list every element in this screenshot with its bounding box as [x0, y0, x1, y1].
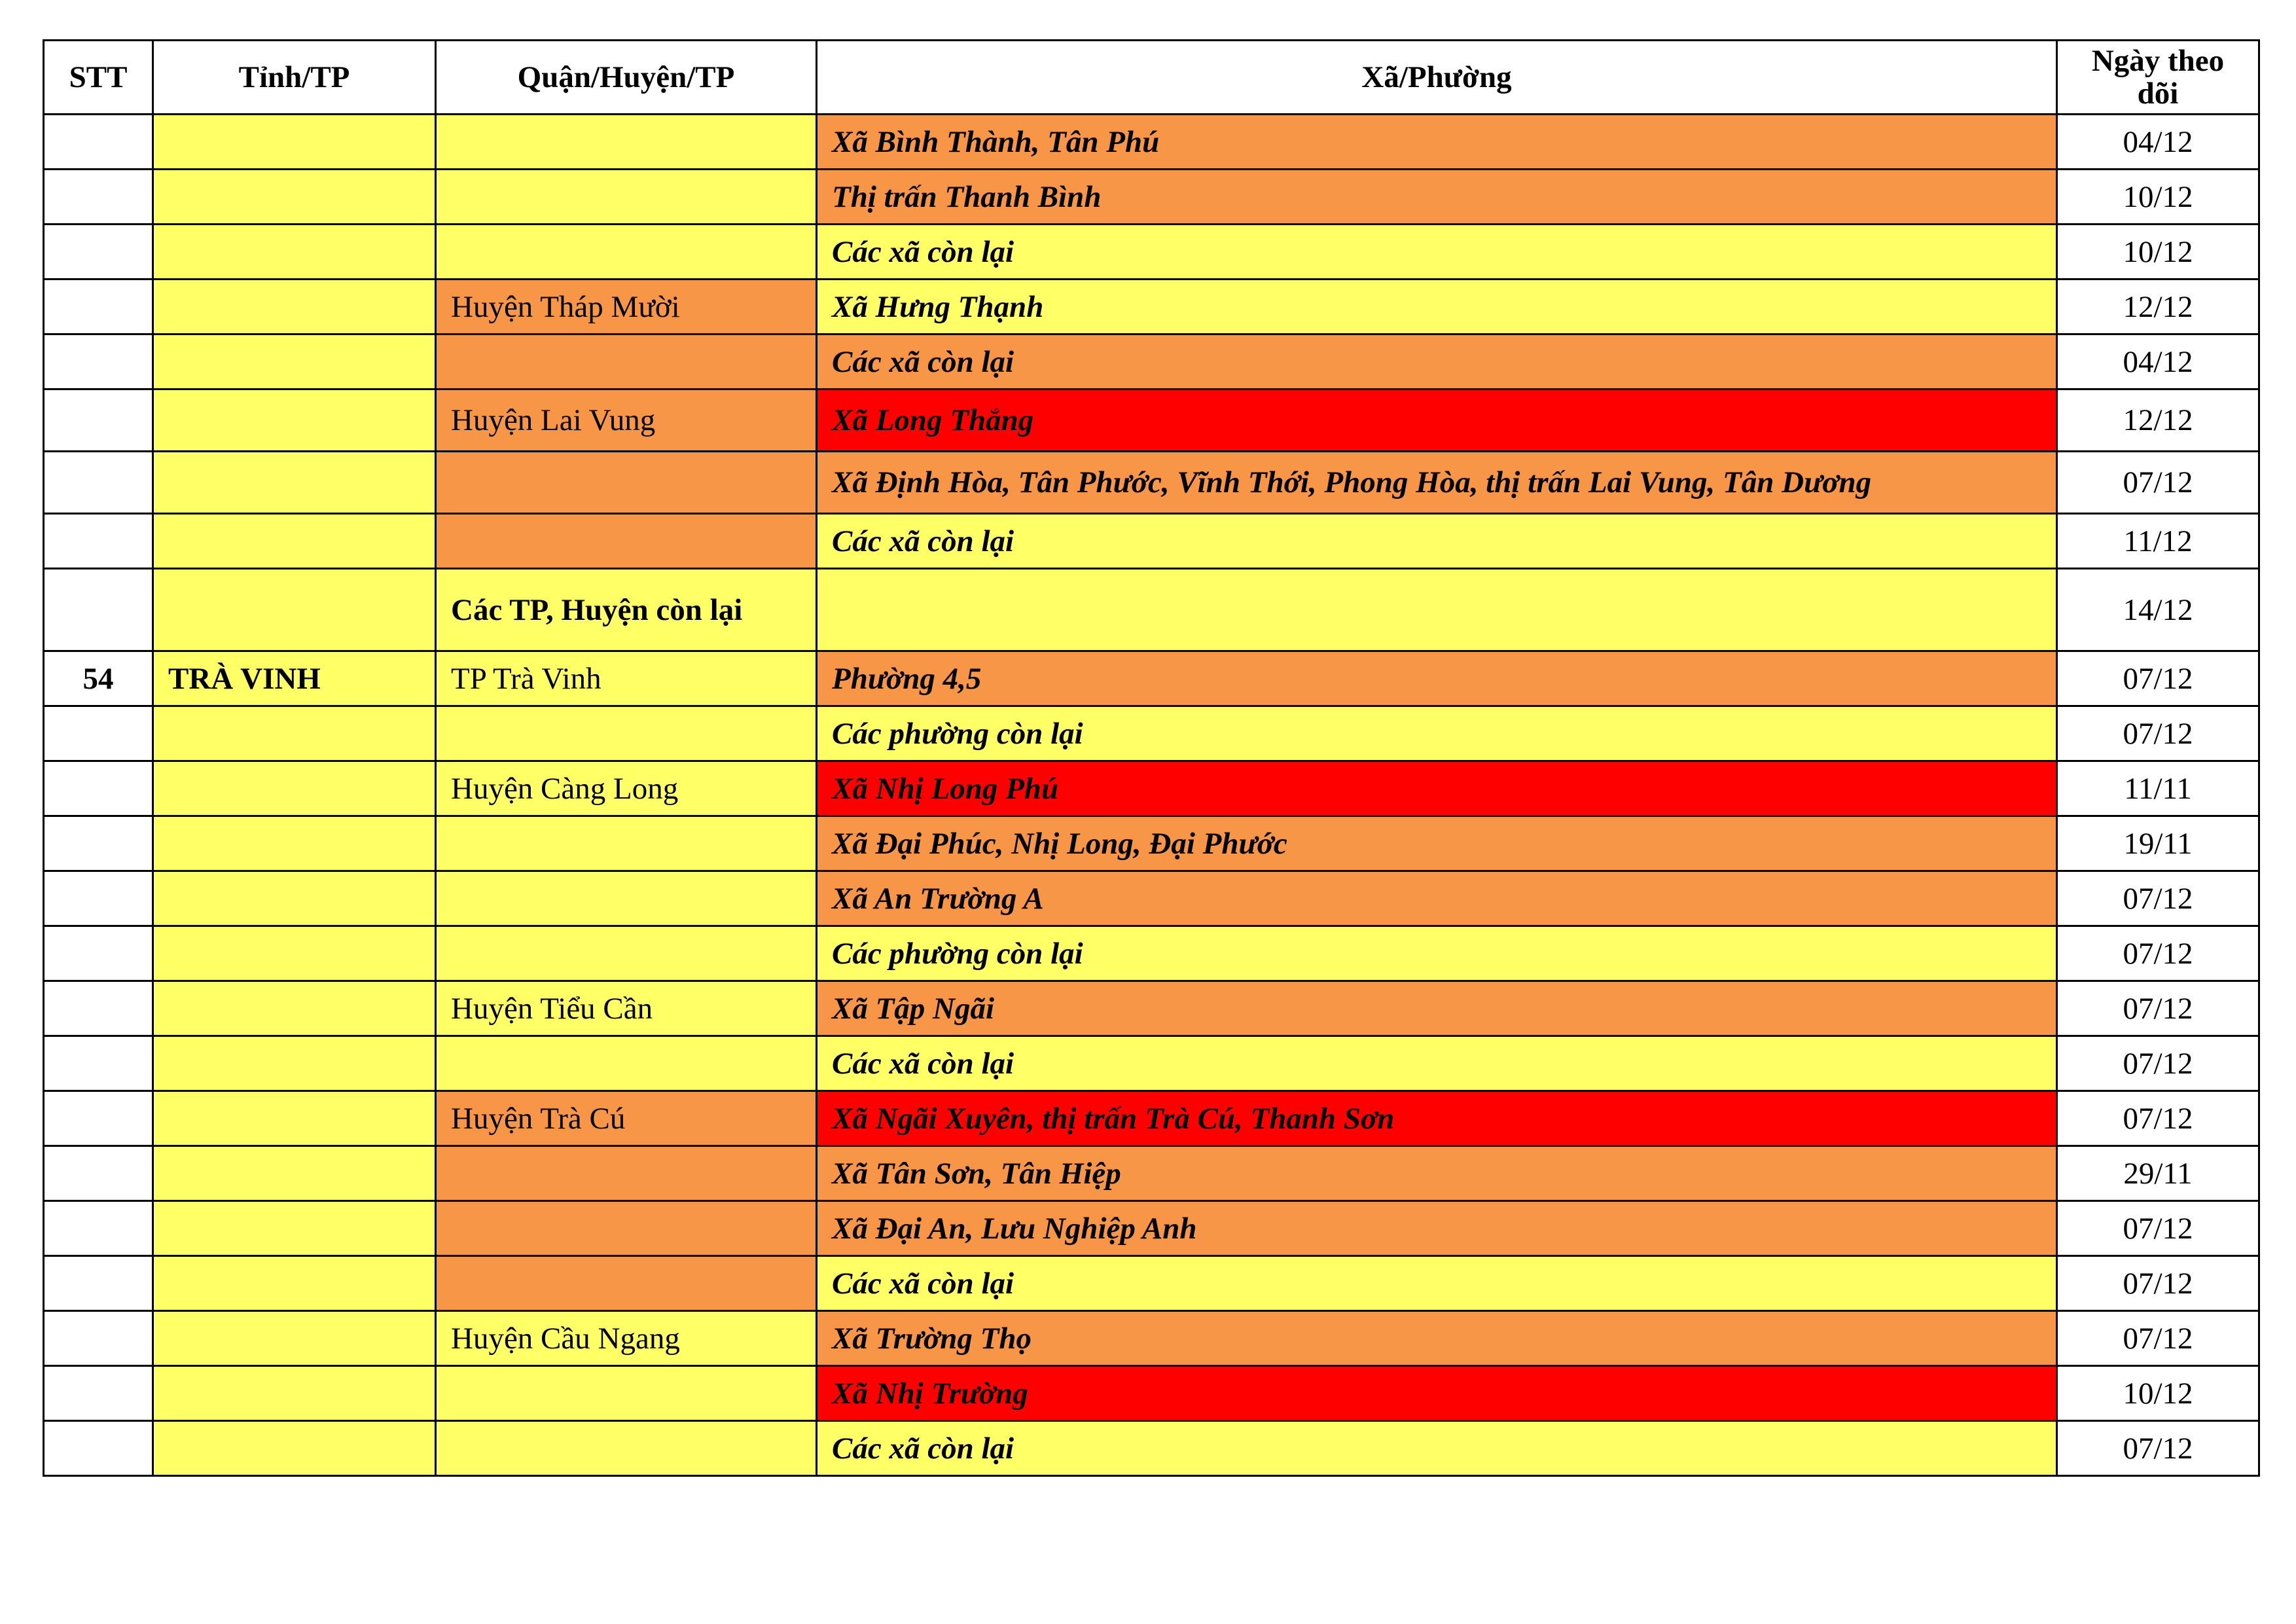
cell-date: 11/11: [2057, 761, 2259, 816]
cell-province: [153, 280, 436, 334]
table-row: [44, 280, 2259, 334]
table-row: [44, 761, 2259, 816]
table-row: [44, 514, 2259, 569]
cell-date: 07/12: [2057, 981, 2259, 1036]
cell-province: [153, 569, 436, 651]
cell-district: [436, 1201, 817, 1256]
header-ward: Xã/Phường: [817, 41, 2057, 115]
cell-stt: [44, 1036, 153, 1091]
cell-province: [153, 115, 436, 170]
cell-date: 07/12: [2057, 1036, 2259, 1091]
cell-ward: Xã Nhị Trường: [817, 1366, 2057, 1421]
table-row: [44, 569, 2259, 651]
cell-district: [436, 514, 817, 569]
cell-stt: [44, 1256, 153, 1311]
cell-date: 04/12: [2057, 334, 2259, 389]
table-row: [44, 225, 2259, 280]
cell-stt: [44, 115, 153, 170]
cell-stt: [44, 1366, 153, 1421]
cell-district: [436, 1036, 817, 1091]
cell-district: [436, 1421, 817, 1476]
table-row: [44, 706, 2259, 761]
cell-ward: Xã An Trường A: [817, 871, 2057, 926]
cell-ward: Phường 4,5: [817, 651, 2057, 706]
table-row: [44, 1366, 2259, 1421]
table-row: [44, 1146, 2259, 1201]
cell-province: [153, 981, 436, 1036]
cell-stt: [44, 170, 153, 225]
cell-date: 07/12: [2057, 1091, 2259, 1146]
cell-date: 07/12: [2057, 871, 2259, 926]
cell-date: 07/12: [2057, 1421, 2259, 1476]
cell-district: Huyện Trà Cú: [436, 1091, 817, 1146]
cell-date: 19/11: [2057, 816, 2259, 871]
cell-date: 07/12: [2057, 651, 2259, 706]
cell-district: [436, 334, 817, 389]
header-date: Ngày theo dõi: [2057, 41, 2259, 115]
cell-date: 07/12: [2057, 1311, 2259, 1366]
cell-province: [153, 334, 436, 389]
cell-district: [436, 871, 817, 926]
cell-stt: [44, 761, 153, 816]
cell-date: 14/12: [2057, 569, 2259, 651]
cell-date: 07/12: [2057, 1256, 2259, 1311]
cell-ward: Xã Đại An, Lưu Nghiệp Anh: [817, 1201, 2057, 1256]
table-row: [44, 115, 2259, 170]
epidemic-level-table: [43, 39, 2260, 1477]
cell-stt: [44, 225, 153, 280]
cell-district: [436, 816, 817, 871]
cell-district: Huyện Càng Long: [436, 761, 817, 816]
cell-date: 10/12: [2057, 170, 2259, 225]
cell-stt: [44, 280, 153, 334]
table-row: [44, 1421, 2259, 1476]
cell-province: [153, 389, 436, 452]
cell-stt: [44, 334, 153, 389]
cell-date: 11/12: [2057, 514, 2259, 569]
cell-stt: [44, 452, 153, 514]
cell-province: [153, 816, 436, 871]
cell-district: [436, 1146, 817, 1201]
cell-ward: Các xã còn lại: [817, 1421, 2057, 1476]
table-body: [44, 115, 2259, 1476]
cell-province: [153, 452, 436, 514]
cell-province: [153, 1311, 436, 1366]
cell-date: 12/12: [2057, 280, 2259, 334]
cell-date: 10/12: [2057, 1366, 2259, 1421]
cell-stt: [44, 1201, 153, 1256]
cell-date: 29/11: [2057, 1146, 2259, 1201]
header-district: Quận/Huyện/TP: [436, 41, 817, 115]
cell-district: [436, 706, 817, 761]
cell-province: [153, 926, 436, 981]
cell-district: [436, 1366, 817, 1421]
table-row: [44, 926, 2259, 981]
table-row: [44, 816, 2259, 871]
cell-stt: [44, 871, 153, 926]
cell-province: [153, 225, 436, 280]
cell-stt: [44, 389, 153, 452]
cell-district: [436, 1256, 817, 1311]
cell-province: [153, 761, 436, 816]
cell-date: 04/12: [2057, 115, 2259, 170]
cell-stt: [44, 981, 153, 1036]
cell-stt: [44, 926, 153, 981]
cell-ward: Xã Trường Thọ: [817, 1311, 2057, 1366]
table-header: [44, 41, 2259, 115]
cell-date: 07/12: [2057, 452, 2259, 514]
cell-stt: [44, 706, 153, 761]
cell-province: [153, 1366, 436, 1421]
cell-ward: Xã Nhị Long Phú: [817, 761, 2057, 816]
cell-ward: Xã Hưng Thạnh: [817, 280, 2057, 334]
cell-province: [153, 514, 436, 569]
cell-stt: [44, 514, 153, 569]
cell-ward: Các xã còn lại: [817, 334, 2057, 389]
cell-province: TRÀ VINH: [153, 651, 436, 706]
cell-province: [153, 706, 436, 761]
cell-district: TP Trà Vinh: [436, 651, 817, 706]
cell-stt: [44, 1091, 153, 1146]
table-row: [44, 1201, 2259, 1256]
cell-ward: Xã Ngãi Xuyên, thị trấn Trà Cú, Thanh Sơn: [817, 1091, 2057, 1146]
table-row: [44, 389, 2259, 452]
table-row: [44, 1036, 2259, 1091]
cell-province: [153, 1091, 436, 1146]
cell-ward: Xã Đại Phúc, Nhị Long, Đại Phước: [817, 816, 2057, 871]
cell-date: 07/12: [2057, 1201, 2259, 1256]
cell-ward: Xã Tân Sơn, Tân Hiệp: [817, 1146, 2057, 1201]
cell-ward: Xã Long Thắng: [817, 389, 2057, 452]
cell-stt: [44, 816, 153, 871]
cell-district: [436, 170, 817, 225]
cell-date: 07/12: [2057, 706, 2259, 761]
cell-province: [153, 1036, 436, 1091]
cell-stt: 54: [44, 651, 153, 706]
cell-stt: [44, 1146, 153, 1201]
table-row: [44, 170, 2259, 225]
cell-ward: Xã Bình Thành, Tân Phú: [817, 115, 2057, 170]
table-row: [44, 334, 2259, 389]
cell-date: 10/12: [2057, 225, 2259, 280]
cell-district: [436, 926, 817, 981]
cell-province: [153, 170, 436, 225]
cell-ward: Các xã còn lại: [817, 514, 2057, 569]
cell-district: Huyện Lai Vung: [436, 389, 817, 452]
cell-ward: [817, 569, 2057, 651]
cell-stt: [44, 569, 153, 651]
cell-province: [153, 1201, 436, 1256]
cell-ward: Các xã còn lại: [817, 1256, 2057, 1311]
table-row: [44, 1256, 2259, 1311]
cell-ward: Các xã còn lại: [817, 225, 2057, 280]
cell-district: [436, 225, 817, 280]
table-row: [44, 871, 2259, 926]
cell-province: [153, 871, 436, 926]
cell-ward: Các phường còn lại: [817, 706, 2057, 761]
header-stt: STT: [44, 41, 153, 115]
cell-ward: Xã Tập Ngãi: [817, 981, 2057, 1036]
cell-stt: [44, 1421, 153, 1476]
cell-province: [153, 1421, 436, 1476]
cell-stt: [44, 1311, 153, 1366]
cell-ward: Các phường còn lại: [817, 926, 2057, 981]
cell-district: Huyện Cầu Ngang: [436, 1311, 817, 1366]
cell-district: Huyện Tiểu Cần: [436, 981, 817, 1036]
cell-district: Huyện Tháp Mười: [436, 280, 817, 334]
cell-date: 12/12: [2057, 389, 2259, 452]
cell-date: 07/12: [2057, 926, 2259, 981]
cell-district: Các TP, Huyện còn lại: [436, 569, 817, 651]
table-row: [44, 651, 2259, 706]
cell-province: [153, 1146, 436, 1201]
cell-district: [436, 452, 817, 514]
table-row: [44, 1311, 2259, 1366]
cell-ward: Các xã còn lại: [817, 1036, 2057, 1091]
table-row: [44, 981, 2259, 1036]
header-province: Tỉnh/TP: [153, 41, 436, 115]
header-row: [44, 41, 2259, 115]
table-row: [44, 452, 2259, 514]
table-row: [44, 1091, 2259, 1146]
cell-district: [436, 115, 817, 170]
cell-ward: Thị trấn Thanh Bình: [817, 170, 2057, 225]
cell-province: [153, 1256, 436, 1311]
cell-ward: Xã Định Hòa, Tân Phước, Vĩnh Thới, Phong Hòa, thị trấn Lai Vung, Tân Dương: [817, 452, 2057, 514]
